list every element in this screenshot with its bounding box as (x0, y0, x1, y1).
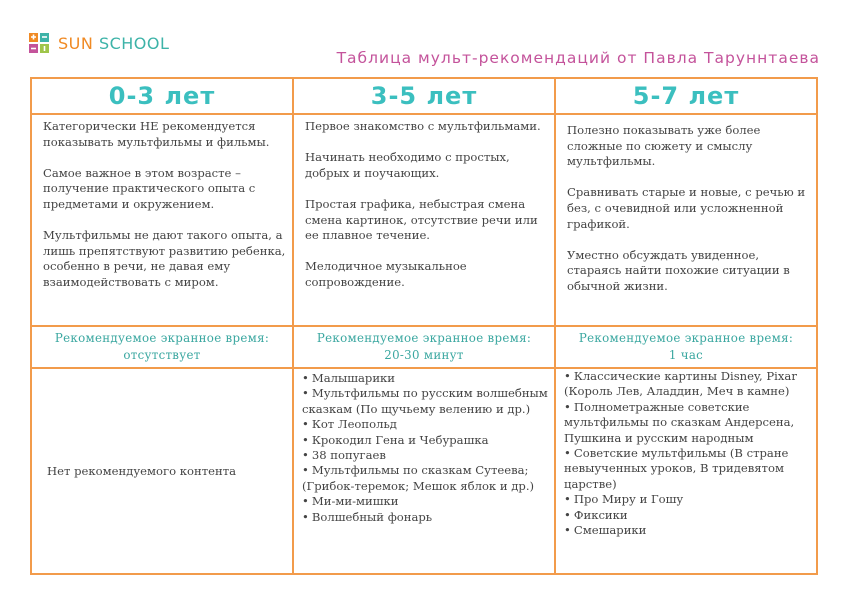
age-header-0-3 (31, 78, 293, 114)
list-item: • Фиксики (564, 507, 628, 522)
bullet-icon: • (564, 369, 571, 383)
description-paragraph: Самое важное в этом возрасте – получение практического опыта с предметами и окружением. (43, 165, 256, 211)
screen-time-label: Рекомендуемое экранное время: (316, 331, 532, 345)
list-item: • Волшебный фонарь (302, 509, 433, 524)
screen-time-label: Рекомендуемое экранное время: (578, 331, 794, 345)
bullet-icon: • (302, 494, 309, 509)
bullet-icon: • (302, 386, 309, 401)
screen-time-value: отсутствует (123, 348, 201, 362)
screen-time-row (31, 326, 817, 368)
content-cell-5-7 (555, 368, 817, 574)
screen-time-cell-0-3 (31, 326, 293, 368)
bullet-icon: • (302, 509, 309, 524)
bullet-icon: • (302, 432, 309, 447)
age-header-5-7 (555, 78, 817, 114)
brand-name (58, 34, 169, 53)
description-paragraph: Мультфильмы не дают такого опыта, а лишь препятствуют развитию ребенка, особенно в речи, не давая ему взаимодействовать с миром. (43, 228, 286, 289)
bullet-icon: • (302, 371, 309, 385)
list-item: • Полнометражные советские мультфильмы по сказкам Андерсена, Пушкина и русским народным (564, 399, 795, 445)
recommendation-list (294, 369, 554, 525)
age-label: 3-5 лет (370, 82, 478, 110)
description-paragraph: Уместно обсуждать увиденное, стараясь найти похожие ситуации в обычной жизни. (567, 247, 790, 293)
description-paragraph: Полезно показывать уже более сложные по сюжету и смыслу мультфильмы. (567, 123, 761, 169)
age-label: 0-3 лет (108, 82, 216, 110)
recommendation-list (556, 369, 816, 538)
description-cell-5-7 (555, 114, 817, 326)
screen-time-label: Рекомендуемое экранное время: (54, 331, 270, 345)
age-header-3-5 (293, 78, 555, 114)
bullet-icon: • (564, 507, 571, 522)
bullet-icon: • (564, 446, 571, 461)
content-cell-0-3 (31, 368, 293, 574)
brand-name-sun: SUN (58, 33, 94, 53)
description-paragraph: Сравнивать старые и новые, с речью и без, с очевидной или усложненной графикой. (567, 185, 806, 231)
description-cell-3-5 (293, 114, 555, 326)
list-item: • Мультфильмы по русским волшебным сказкам (По щучьему велению и др.) (302, 386, 548, 416)
content-cell-3-5 (293, 368, 555, 574)
list-item: • Ми-ми-мишки (302, 494, 399, 509)
recommendations-table (30, 77, 818, 575)
screen-time-cell-5-7 (555, 326, 817, 368)
list-item: • Советские мультфильмы (В стране невыученных уроков, В тридевятом царстве) (564, 446, 789, 491)
age-header-row (31, 78, 817, 114)
bullet-icon: • (302, 463, 309, 478)
description-paragraph: Категорически НЕ рекомендуется показывать мультфильмы и фильмы. (43, 119, 270, 149)
list-item: • Классические картины Disney, Pixar (Король Лев, Аладдин, Меч в камне) (564, 369, 797, 399)
content-row (31, 368, 817, 574)
description-cell-0-3 (31, 114, 293, 326)
description-paragraph: Первое знакомство с мультфильмами. (305, 119, 541, 133)
screen-time-value: 20-30 минут (384, 348, 464, 362)
description-paragraph: Начинать необходимо с простых, добрых и поучающих. (305, 150, 510, 180)
bullet-icon: • (564, 492, 571, 507)
age-label: 5-7 лет (632, 82, 740, 110)
list-item: • Крокодил Гена и Чебурашка (302, 432, 489, 447)
screen-time-value: 1 час (668, 348, 704, 362)
brand-logo (28, 32, 169, 54)
list-item: • Кот Леопольд (302, 417, 397, 432)
bullet-icon: • (302, 417, 309, 432)
list-item: • Мультфильмы по сказкам Сутеева; (Грибок-теремок; Мешок яблок и др.) (302, 463, 535, 493)
screen-time-cell-3-5 (293, 326, 555, 368)
bullet-icon: • (302, 448, 309, 463)
description-paragraph: Мелодичное музыкальное сопровождение. (305, 259, 467, 289)
list-item: • Смешарики (564, 523, 647, 538)
no-content-text: Нет рекомендуемого контента (47, 464, 237, 478)
bullet-icon: • (564, 399, 571, 414)
page-title: Таблица мульт-рекомендаций от Павла Таруннтаева (336, 49, 820, 67)
list-item: • 38 попугаев (302, 448, 386, 463)
sun-school-logo-icon (28, 32, 50, 54)
description-row (31, 114, 817, 326)
list-item: • Малышарики (302, 371, 396, 385)
list-item: • Про Миру и Гошу (564, 492, 684, 507)
brand-name-school: SCHOOL (98, 33, 170, 53)
description-paragraph: Простая графика, небыстрая смена смена картинок, отсутствие речи или ее плавное течение. (305, 196, 538, 243)
bullet-icon: • (564, 523, 571, 538)
